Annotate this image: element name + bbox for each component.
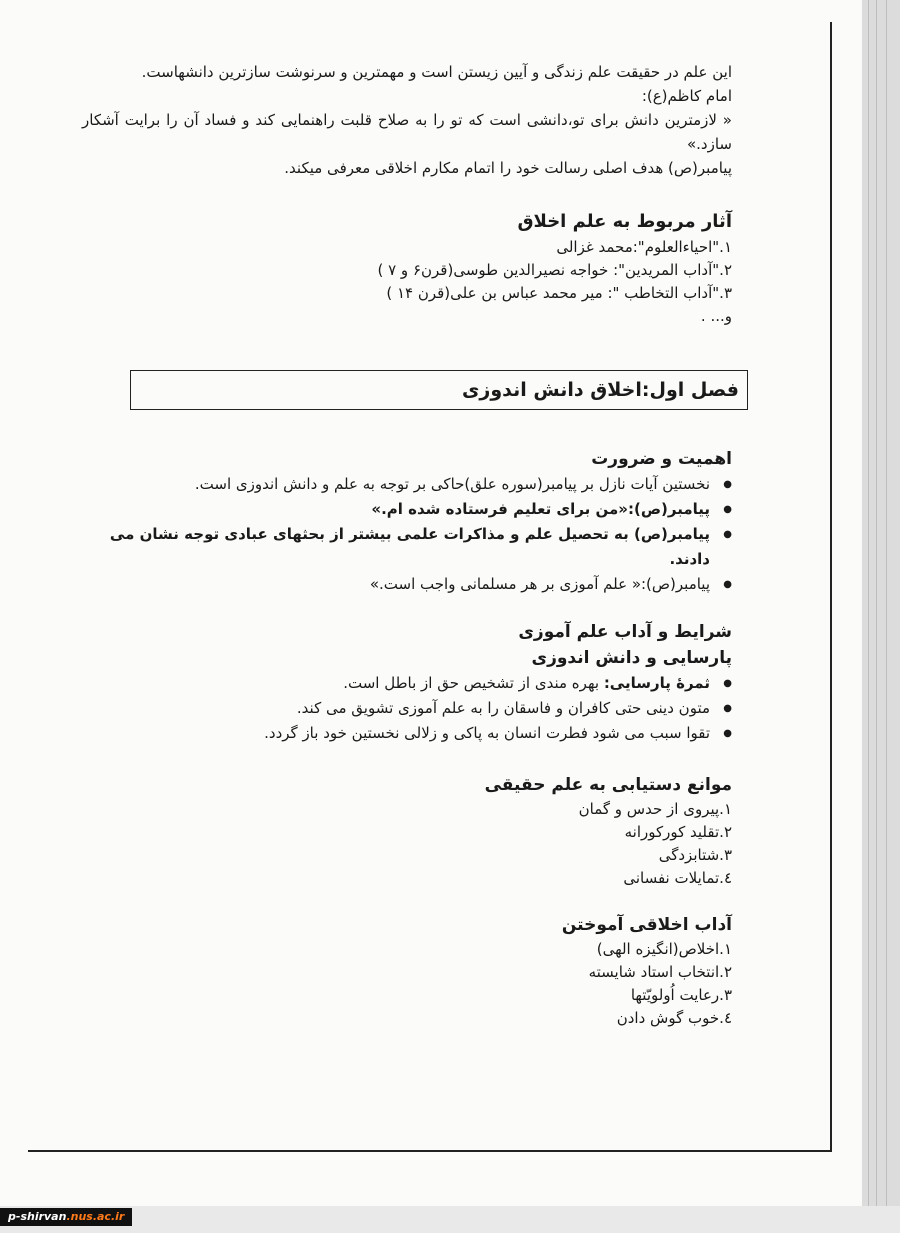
watermark-domain: .nus.ac.ir (66, 1210, 125, 1223)
watermark-site: p-shirvan (8, 1210, 67, 1223)
item-text: تقوا سبب می شود فطرت انسان به پاکی و زلالی نخستین خود باز گردد. (264, 724, 710, 742)
works-title: آثار مربوط به علم اخلاق (517, 211, 732, 232)
intro-line: پیامبر(ص) هدف اصلی رسالت خود را اتمام مکارم اخلاقی معرفی میکند. (284, 159, 732, 177)
works-list (82, 236, 732, 328)
list-item: ۳."آداب التخاطب ": میر محمد عباس بن علی(قرن ۱۴ ) (386, 284, 732, 302)
site-watermark (0, 1208, 132, 1226)
manners-section (82, 912, 732, 1030)
list-item: ● نخستین آیات نازل بر پیامبر(سوره علق)حاکی بر توجه به علم و دانش اندوزی است. (82, 472, 710, 497)
intro-line: این علم در حقیقت علم زندگی و آیین زیستن است و مهمترین و سرنوشت سازترین دانشهاست. (141, 63, 732, 81)
item-text: بهره مندی از تشخیص حق از باطل است. (343, 674, 604, 692)
intro-quote: « لازمترین دانش برای تو،دانشی است که تو را به صلاح قلبت راهنمایی کند و فساد آن را برایت آشکار سازد.» (82, 111, 732, 153)
section-subtitle: پارسایی و دانش اندوزی (531, 648, 732, 668)
item-bold: ثمرۀ پارسایی: (603, 674, 710, 692)
list-item: و... . (700, 307, 732, 325)
list-item (82, 721, 710, 746)
list-item: ۱."احیاءالعلوم":محمد غزالی (556, 238, 732, 256)
list-item: ۳.رعایت اُولویّتها (630, 986, 732, 1004)
list-item: ۳.شتابزدگی (658, 846, 732, 864)
page-edge (862, 0, 900, 1206)
intro-paragraph (82, 60, 732, 180)
conditions-section (82, 619, 732, 746)
item-text: متون دینی حتی کافران و فاسقان را به علم آموزی تشویق می کند. (296, 699, 710, 717)
list-item: ● پیامبر(ص) به تحصیل علم و مذاکرات علمی بیشتر از بحثهای عبادی توجه نشان می دادند. (82, 522, 710, 572)
section-title: موانع دستیابی به علم حقیقی (484, 775, 732, 795)
section-title: اهمیت و ضرورت (591, 449, 732, 469)
page-content (82, 60, 739, 1030)
list-item: ۲.انتخاب استاد شایسته (588, 963, 732, 981)
list-item (82, 671, 710, 696)
section-title: شرایط و آداب علم آموزی (518, 622, 732, 642)
intro-line: امام کاظم(ع): (641, 87, 732, 105)
chapter-title-box (130, 370, 748, 410)
numbered-list (82, 798, 732, 890)
list-item: ۱.اخلاص(انگیزه الهی) (596, 940, 732, 958)
works-section (82, 208, 732, 328)
bullet-list (82, 671, 732, 746)
list-item: ● پیامبر(ص):«من برای تعلیم فرستاده شده ام.» (82, 497, 710, 522)
list-item: ● پیامبر(ص):« علم آموزی بر هر مسلمانی واجب است.» (82, 572, 710, 597)
bullet-list (82, 472, 732, 597)
list-item: ٤.تمایلات نفسانی (623, 869, 732, 887)
list-item: ۱.پیروی از حدس و گمان (578, 800, 732, 818)
list-item (82, 696, 710, 721)
list-item: ۲."آداب المریدین": خواجه نصیرالدین طوسی(قرن۶ و ۷ ) (377, 261, 732, 279)
obstacles-section (82, 772, 732, 890)
list-item: ۲.تقلید کورکورانه (624, 823, 732, 841)
section-title: آداب اخلاقی آموختن (561, 915, 732, 935)
chapter-title: فصل اول:اخلاق دانش اندوزی (461, 379, 739, 401)
numbered-list (82, 938, 732, 1030)
importance-section (82, 446, 732, 597)
list-item: ٤.خوب گوش دادن (616, 1009, 732, 1027)
